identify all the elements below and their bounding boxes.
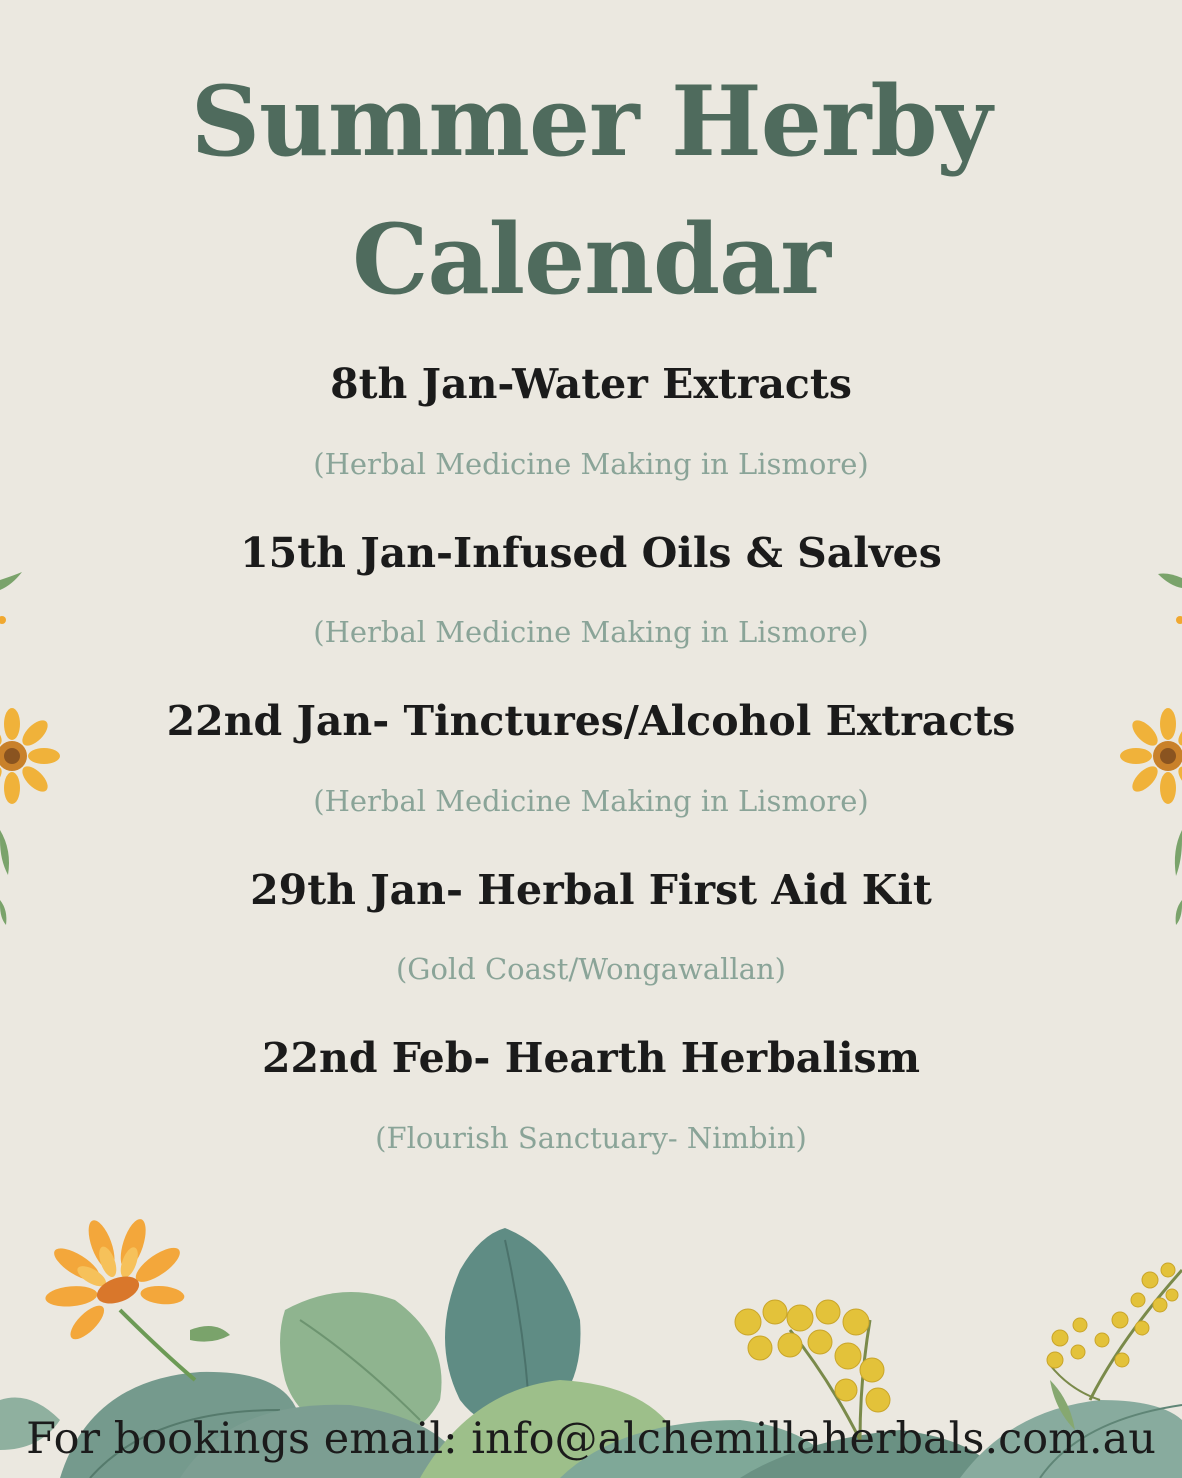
event-subtitle: (Flourish Sanctuary- Nimbin) <box>375 1121 807 1155</box>
event-subtitle: (Herbal Medicine Making in Lismore) <box>313 784 869 818</box>
event-subtitle: (Herbal Medicine Making in Lismore) <box>313 447 869 481</box>
event-subtitle: (Gold Coast/Wongawallan) <box>395 952 786 986</box>
page-title-line1: Summer Herby <box>190 65 992 178</box>
event-title: 22nd Feb- Hearth Herbalism <box>261 1034 920 1082</box>
event-subtitle: (Herbal Medicine Making in Lismore) <box>313 615 869 649</box>
booking-email-footer: For bookings email: info@alchemillaherbals.com.au <box>26 1414 1156 1464</box>
calendula-flower-icon <box>23 1195 230 1380</box>
left-sunflower-icon <box>0 708 60 804</box>
right-sunflower-icon <box>1120 708 1182 804</box>
page-title-line2: Calendar <box>352 203 830 316</box>
event-title: 22nd Jan- Tinctures/Alcohol Extracts <box>166 697 1016 745</box>
event-title: 8th Jan-Water Extracts <box>330 360 852 408</box>
event-title: 29th Jan- Herbal First Aid Kit <box>250 866 932 914</box>
event-title: 15th Jan-Infused Oils & Salves <box>240 529 942 577</box>
